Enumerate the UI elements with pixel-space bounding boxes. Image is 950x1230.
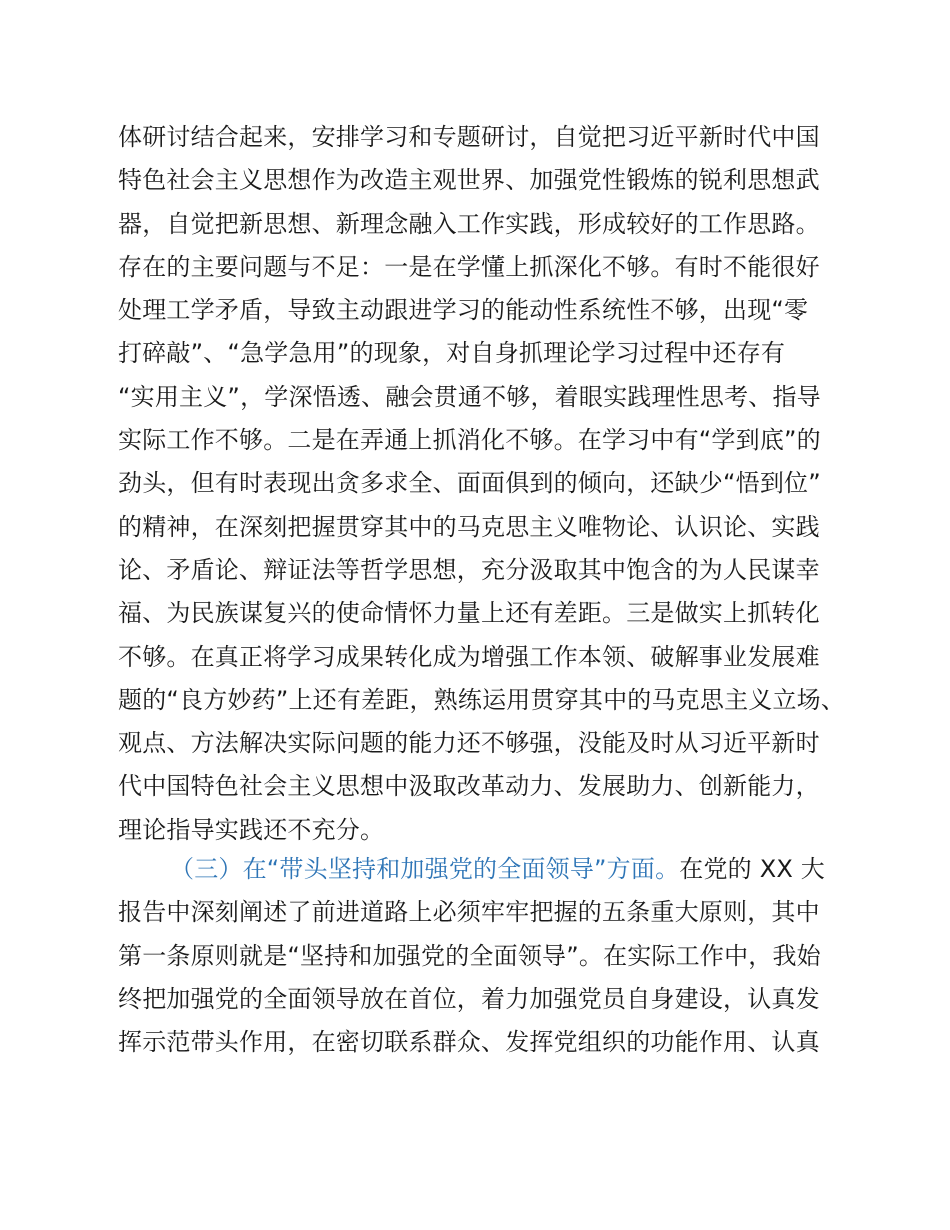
text-line: 体研讨结合起来，安排学习和专题研讨，自觉把习近平新时代中国: [118, 123, 820, 151]
text-line: 存在的主要问题与不足：一是在学懂上抓深化不够。有时不能很好: [118, 252, 820, 281]
text-line: 第一条原则就是“坚持和加强党的全面领导”。在实际工作中，我始: [118, 941, 821, 970]
text-line: 劲头，但有时表现出贪多求全、面面俱到的倾向，还缺少“悟到位”: [118, 469, 821, 498]
text-line: 观点、方法解决实际问题的能力还不够强，没能及时从习近平新时: [118, 729, 820, 758]
text-line: 理论指导实践还不充分。: [118, 815, 385, 844]
text-line: 打碎敲”、“急学急用”的现象，对自身抓理论学习过程中还存有: [118, 339, 786, 368]
text-line: 器，自觉把新思想、新理念融入工作实践，形成较好的工作思路。: [118, 209, 820, 238]
text-line: 代中国特色社会主义思想中汲取改革动力、发展助力、创新能力，: [118, 772, 820, 801]
text-line: 处理工学矛盾，导致主动跟进学习的能动性系统性不够，出现“零: [118, 296, 809, 325]
text-line: 挥示范带头作用，在密切联系群众、发挥党组织的功能作用、认真: [118, 1028, 820, 1057]
text-line: 的精神，在深刻把握贯穿其中的马克思主义唯物论、认识论、实践: [118, 512, 820, 541]
section-first-line-text: 在党的 XX 大: [679, 855, 826, 883]
text-line: 实际工作不够。二是在弄通上抓消化不够。在学习中有“学到底”的: [118, 426, 821, 455]
text-line: 题的“良方妙药”上还有差距，熟练运用贯穿其中的马克思主义立场、: [118, 685, 846, 714]
text-line: 论、矛盾论、辩证法等哲学思想，充分汲取其中饱含的为人民谋幸: [118, 555, 820, 584]
section-heading: （三）在“带头坚持和加强党的全面领导”方面。: [170, 855, 680, 883]
paragraph-body-2: [118, 848, 858, 1064]
section-first-line: [118, 848, 858, 891]
text-line: “实用主义”，学深悟透、融会贯通不够，着眼实践理性思考、指导: [118, 382, 821, 411]
text-line: 福、为民族谋复兴的使命情怀力量上还有差距。三是做实上抓转化: [118, 599, 820, 628]
text-line: 不够。在真正将学习成果转化成为增强工作本领、破解事业发展难: [118, 642, 820, 671]
text-line: 报告中深刻阐述了前进道路上必须牢牢把握的五条重大原则，其中: [118, 898, 820, 927]
paragraph-body-1: [118, 116, 858, 852]
text-line: 终把加强党的全面领导放在首位，着力加强党员自身建设，认真发: [118, 984, 820, 1013]
text-line: 特色社会主义思想作为改造主观世界、加强党性锻炼的锐利思想武: [118, 166, 820, 195]
